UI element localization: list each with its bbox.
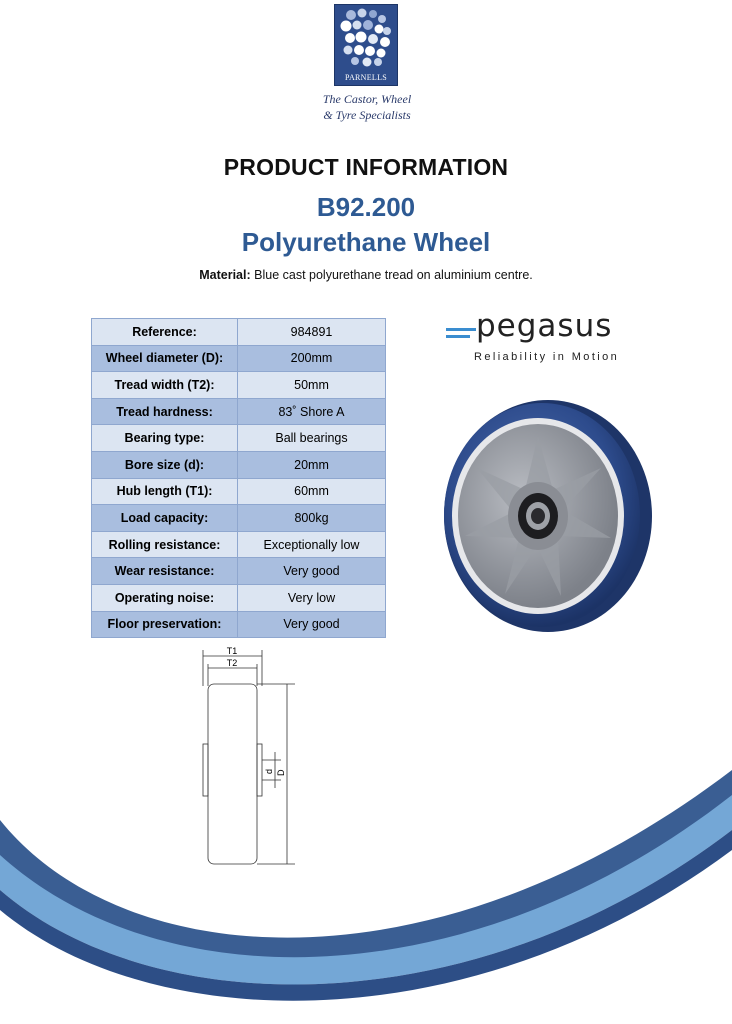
spec-label: Rolling resistance: bbox=[92, 531, 238, 558]
spec-row bbox=[92, 451, 386, 478]
brand-dash-bottom bbox=[446, 335, 470, 338]
material-line bbox=[0, 268, 732, 282]
spec-value: 60mm bbox=[238, 478, 386, 505]
wheel-photo bbox=[441, 398, 653, 634]
spec-value: 800kg bbox=[238, 505, 386, 532]
spec-value: Very good bbox=[238, 558, 386, 585]
spec-label: Floor preservation: bbox=[92, 611, 238, 638]
parnells-logo bbox=[334, 4, 398, 86]
spec-row bbox=[92, 611, 386, 638]
spec-value: 50mm bbox=[238, 372, 386, 399]
product-code: B92.200 bbox=[316, 192, 416, 222]
spec-row bbox=[92, 558, 386, 585]
spec-value: Ball bearings bbox=[238, 425, 386, 452]
spec-row bbox=[92, 319, 386, 346]
spec-value: 200mm bbox=[238, 345, 386, 372]
spec-label: Wear resistance: bbox=[92, 558, 238, 585]
spec-row bbox=[92, 398, 386, 425]
spec-row bbox=[92, 584, 386, 611]
label-d: d bbox=[264, 768, 274, 774]
brand-dash-top bbox=[446, 328, 476, 331]
spec-value: Very good bbox=[238, 611, 386, 638]
logo-name: PARNELLS bbox=[344, 73, 388, 82]
spec-value: 984891 bbox=[238, 319, 386, 346]
spec-row bbox=[92, 425, 386, 452]
label-t1: T1 bbox=[226, 646, 238, 656]
brand-name: pegasus bbox=[476, 308, 613, 344]
spec-label: Hub length (T1): bbox=[92, 478, 238, 505]
spec-row bbox=[92, 531, 386, 558]
spec-row bbox=[92, 345, 386, 372]
material-label: Material: bbox=[199, 268, 251, 282]
spec-value: Exceptionally low bbox=[238, 531, 386, 558]
page-title: PRODUCT INFORMATION bbox=[223, 154, 509, 180]
tagline-line1: The Castor, Wheel bbox=[322, 92, 412, 106]
tagline-line2: & Tyre Specialists bbox=[323, 108, 411, 122]
spec-label: Bearing type: bbox=[92, 425, 238, 452]
spec-value: 83˚ Shore A bbox=[238, 398, 386, 425]
decorative-swoosh bbox=[0, 700, 732, 1024]
spec-label: Tread width (T2): bbox=[92, 372, 238, 399]
spec-row bbox=[92, 505, 386, 532]
pegasus-logo bbox=[446, 308, 626, 368]
spec-label: Load capacity: bbox=[92, 505, 238, 532]
spec-row bbox=[92, 372, 386, 399]
brand-tagline: Reliability in Motion bbox=[474, 351, 620, 363]
spec-label: Tread hardness: bbox=[92, 398, 238, 425]
spec-table bbox=[91, 318, 386, 638]
logo-emblem-icon bbox=[335, 5, 399, 71]
spec-label: Operating noise: bbox=[92, 584, 238, 611]
spec-label: Bore size (d): bbox=[92, 451, 238, 478]
spec-label: Wheel diameter (D): bbox=[92, 345, 238, 372]
label-t2: T2 bbox=[226, 658, 238, 668]
spec-value: Very low bbox=[238, 584, 386, 611]
spec-label: Reference: bbox=[92, 319, 238, 346]
spec-value: 20mm bbox=[238, 451, 386, 478]
spec-row bbox=[92, 478, 386, 505]
label-diameter: D bbox=[276, 769, 286, 776]
material-text: Blue cast polyurethane tread on aluminium centre. bbox=[254, 268, 533, 282]
product-name: Polyurethane Wheel bbox=[241, 227, 491, 257]
